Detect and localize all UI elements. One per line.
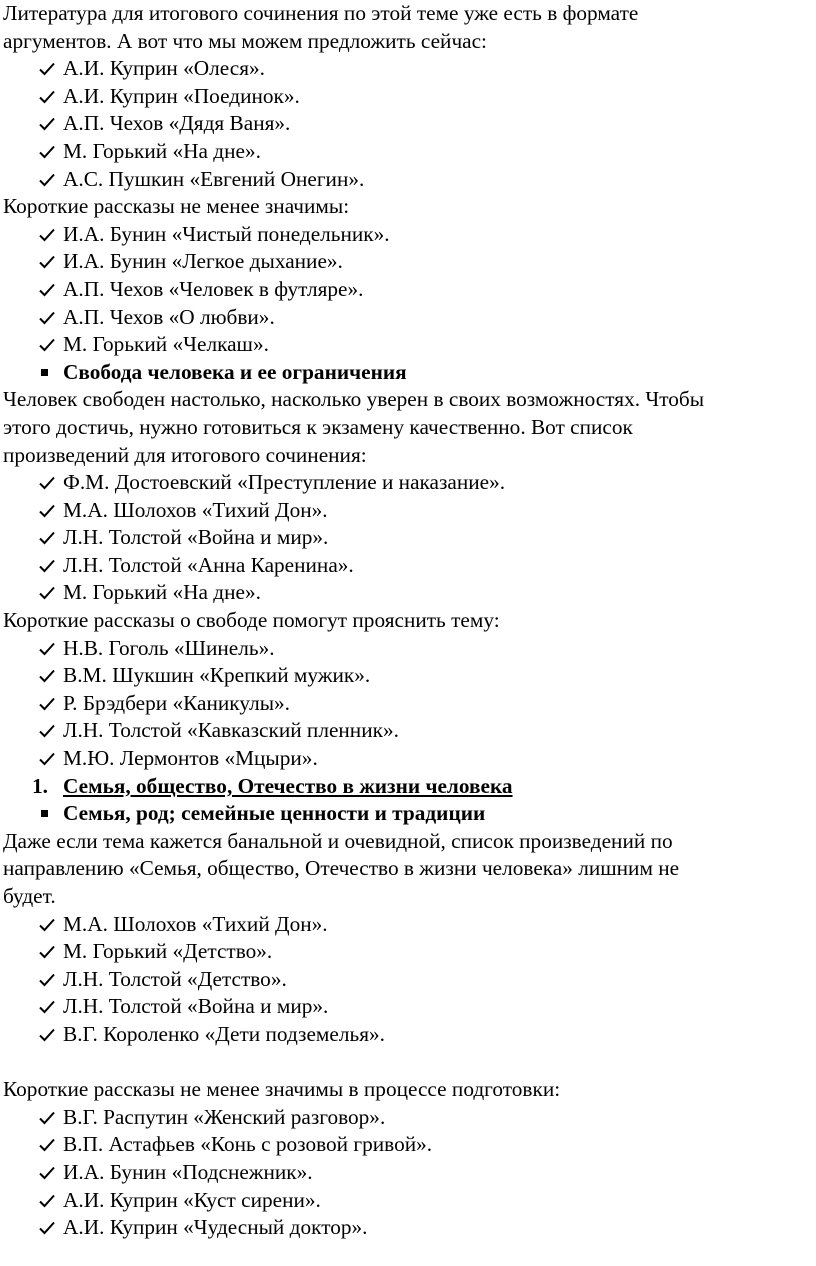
square-bullet-icon — [41, 810, 48, 817]
list-item — [0, 1131, 816, 1159]
list-item-text: Ф.М. Достоевский «Преступление и наказание». — [63, 470, 506, 495]
section-heading-text: Свобода человека и ее ограничения — [63, 359, 407, 384]
list-item-text: А.С. Пушкин «Евгений Онегин». — [63, 166, 365, 191]
list-item-text: Л.Н. Толстой «Анна Каренина». — [63, 552, 354, 577]
list-item-text: А.И. Куприн «Куст сирени». — [63, 1187, 321, 1212]
list-item-text: М. Горький «На дне». — [63, 580, 261, 605]
checkmark-icon — [39, 669, 55, 683]
list-item — [0, 110, 816, 138]
section-heading-text: Семья, род; семейные ценности и традиции — [63, 801, 486, 826]
list-item — [0, 221, 816, 249]
list-item — [0, 1159, 816, 1187]
list-novels-1 — [0, 55, 816, 193]
checkmark-icon — [39, 1221, 55, 1235]
checkmark-icon — [39, 918, 55, 932]
checkmark-icon — [39, 697, 55, 711]
list-item-text: В.Г. Распутин «Женский разговор». — [63, 1104, 386, 1129]
checkmark-icon — [39, 338, 55, 352]
checkmark-icon — [39, 1138, 55, 1152]
list-item — [0, 579, 816, 607]
checkmark-icon — [39, 311, 55, 325]
list-item — [0, 138, 816, 166]
list-item — [0, 1021, 816, 1049]
paragraph-short-stories-3: Короткие рассказы не менее значимы в процессе подготовки: — [3, 1077, 561, 1102]
checkmark-icon — [39, 945, 55, 959]
list-item — [0, 524, 816, 552]
list-item — [0, 497, 816, 525]
numbered-heading-family-society — [0, 773, 816, 801]
list-item — [0, 745, 816, 773]
list-item-text: М.Ю. Лермонтов «Мцыри». — [63, 746, 318, 771]
list-short-stories-3 — [0, 1104, 816, 1242]
checkmark-icon — [39, 255, 55, 269]
list-item — [0, 1214, 816, 1242]
paragraph-freedom-line1: Человек свободен настолько, насколько уверен в своих возможностях. Чтобы — [3, 387, 705, 412]
list-novels-3 — [0, 911, 816, 1049]
list-item — [0, 304, 816, 332]
blank-line — [0, 1049, 816, 1077]
square-bullet-icon — [41, 369, 48, 376]
list-item — [0, 966, 816, 994]
checkmark-icon — [39, 559, 55, 573]
list-item-text: Л.Н. Толстой «Кавказский пленник». — [63, 718, 399, 743]
list-item-text: М. Горький «Детство». — [63, 939, 273, 964]
checkmark-icon — [39, 228, 55, 242]
checkmark-icon — [39, 1028, 55, 1042]
list-item — [0, 662, 816, 690]
list-item-text: М.А. Шолохов «Тихий Дон». — [63, 497, 328, 522]
list-item-text: А.И. Куприн «Чудесный доктор». — [63, 1215, 368, 1240]
list-novels-2 — [0, 469, 816, 607]
checkmark-icon — [39, 752, 55, 766]
paragraph-freedom-line2: этого достичь, нужно готовиться к экзамену качественно. Вот список — [3, 414, 633, 439]
paragraph-family-line1: Даже если тема кажется банальной и очевидной, список произведений по — [3, 828, 673, 853]
list-item — [0, 83, 816, 111]
checkmark-icon — [39, 283, 55, 297]
list-item — [0, 1104, 816, 1132]
list-item — [0, 993, 816, 1021]
list-item-text: В.М. Шукшин «Крепкий мужик». — [63, 663, 371, 688]
list-item — [0, 331, 816, 359]
list-item — [0, 1187, 816, 1215]
section-heading-family-values — [0, 800, 816, 828]
checkmark-icon — [39, 117, 55, 131]
numbered-heading-text: Семья, общество, Отечество в жизни человека — [63, 773, 513, 798]
list-item — [0, 248, 816, 276]
section-heading-freedom — [0, 359, 816, 387]
list-item-text: В.Г. Короленко «Дети подземелья». — [63, 1021, 385, 1046]
list-item-text: А.П. Чехов «О любви». — [63, 304, 275, 329]
list-item-text: А.И. Куприн «Олеся». — [63, 56, 266, 81]
list-item — [0, 635, 816, 663]
checkmark-icon — [39, 62, 55, 76]
list-item — [0, 717, 816, 745]
list-item-text: М. Горький «Челкаш». — [63, 332, 269, 357]
list-item-text: М.А. Шолохов «Тихий Дон». — [63, 911, 328, 936]
heading-number: 1. — [32, 773, 48, 798]
checkmark-icon — [39, 724, 55, 738]
checkmark-icon — [39, 90, 55, 104]
paragraph-intro-line1: Литература для итогового сочинения по этой теме уже есть в формате — [3, 1, 639, 25]
paragraph-short-stories-2: Короткие рассказы о свободе помогут прояснить тему: — [3, 608, 500, 633]
checkmark-icon — [39, 1000, 55, 1014]
list-item-text: В.П. Астафьев «Конь с розовой гривой». — [63, 1132, 433, 1157]
list-item-text: Л.Н. Толстой «Детство». — [63, 966, 287, 991]
list-item — [0, 166, 816, 194]
paragraph-short-stories-1: Короткие рассказы не менее значимы: — [3, 194, 350, 219]
checkmark-icon — [39, 504, 55, 518]
checkmark-icon — [39, 642, 55, 656]
paragraph-freedom-line3: произведений для итогового сочинения: — [3, 442, 367, 467]
list-item-text: И.А. Бунин «Подснежник». — [63, 1159, 313, 1184]
checkmark-icon — [39, 1111, 55, 1125]
list-item-text: Р. Брэдбери «Каникулы». — [63, 690, 290, 715]
paragraph-intro-line2: аргументов. А вот что мы можем предложить сейчас: — [3, 28, 487, 53]
checkmark-icon — [39, 1194, 55, 1208]
list-item-text: М. Горький «На дне». — [63, 138, 261, 163]
paragraph-family-line2: направлению «Семья, общество, Отечество в жизни человека» лишним не — [3, 856, 680, 881]
list-item-text: Н.В. Гоголь «Шинель». — [63, 635, 275, 660]
list-short-stories-2 — [0, 635, 816, 773]
checkmark-icon — [39, 476, 55, 490]
list-item — [0, 469, 816, 497]
list-item — [0, 938, 816, 966]
list-item-text: А.П. Чехов «Человек в футляре». — [63, 276, 364, 301]
checkmark-icon — [39, 1166, 55, 1180]
list-short-stories-1 — [0, 221, 816, 359]
checkmark-icon — [39, 173, 55, 187]
list-item-text: Л.Н. Толстой «Война и мир». — [63, 525, 329, 550]
list-item-text: А.И. Куприн «Поединок». — [63, 83, 300, 108]
list-item — [0, 911, 816, 939]
list-item-text: Л.Н. Толстой «Война и мир». — [63, 994, 329, 1019]
list-item — [0, 552, 816, 580]
list-item — [0, 276, 816, 304]
list-item-text: А.П. Чехов «Дядя Ваня». — [63, 111, 291, 136]
list-item — [0, 55, 816, 83]
checkmark-icon — [39, 586, 55, 600]
list-item-text: И.А. Бунин «Чистый понедельник». — [63, 221, 390, 246]
checkmark-icon — [39, 973, 55, 987]
checkmark-icon — [39, 145, 55, 159]
list-item — [0, 690, 816, 718]
list-item-text: И.А. Бунин «Легкое дыхание». — [63, 249, 343, 274]
checkmark-icon — [39, 531, 55, 545]
paragraph-family-line3: будет. — [3, 884, 56, 908]
